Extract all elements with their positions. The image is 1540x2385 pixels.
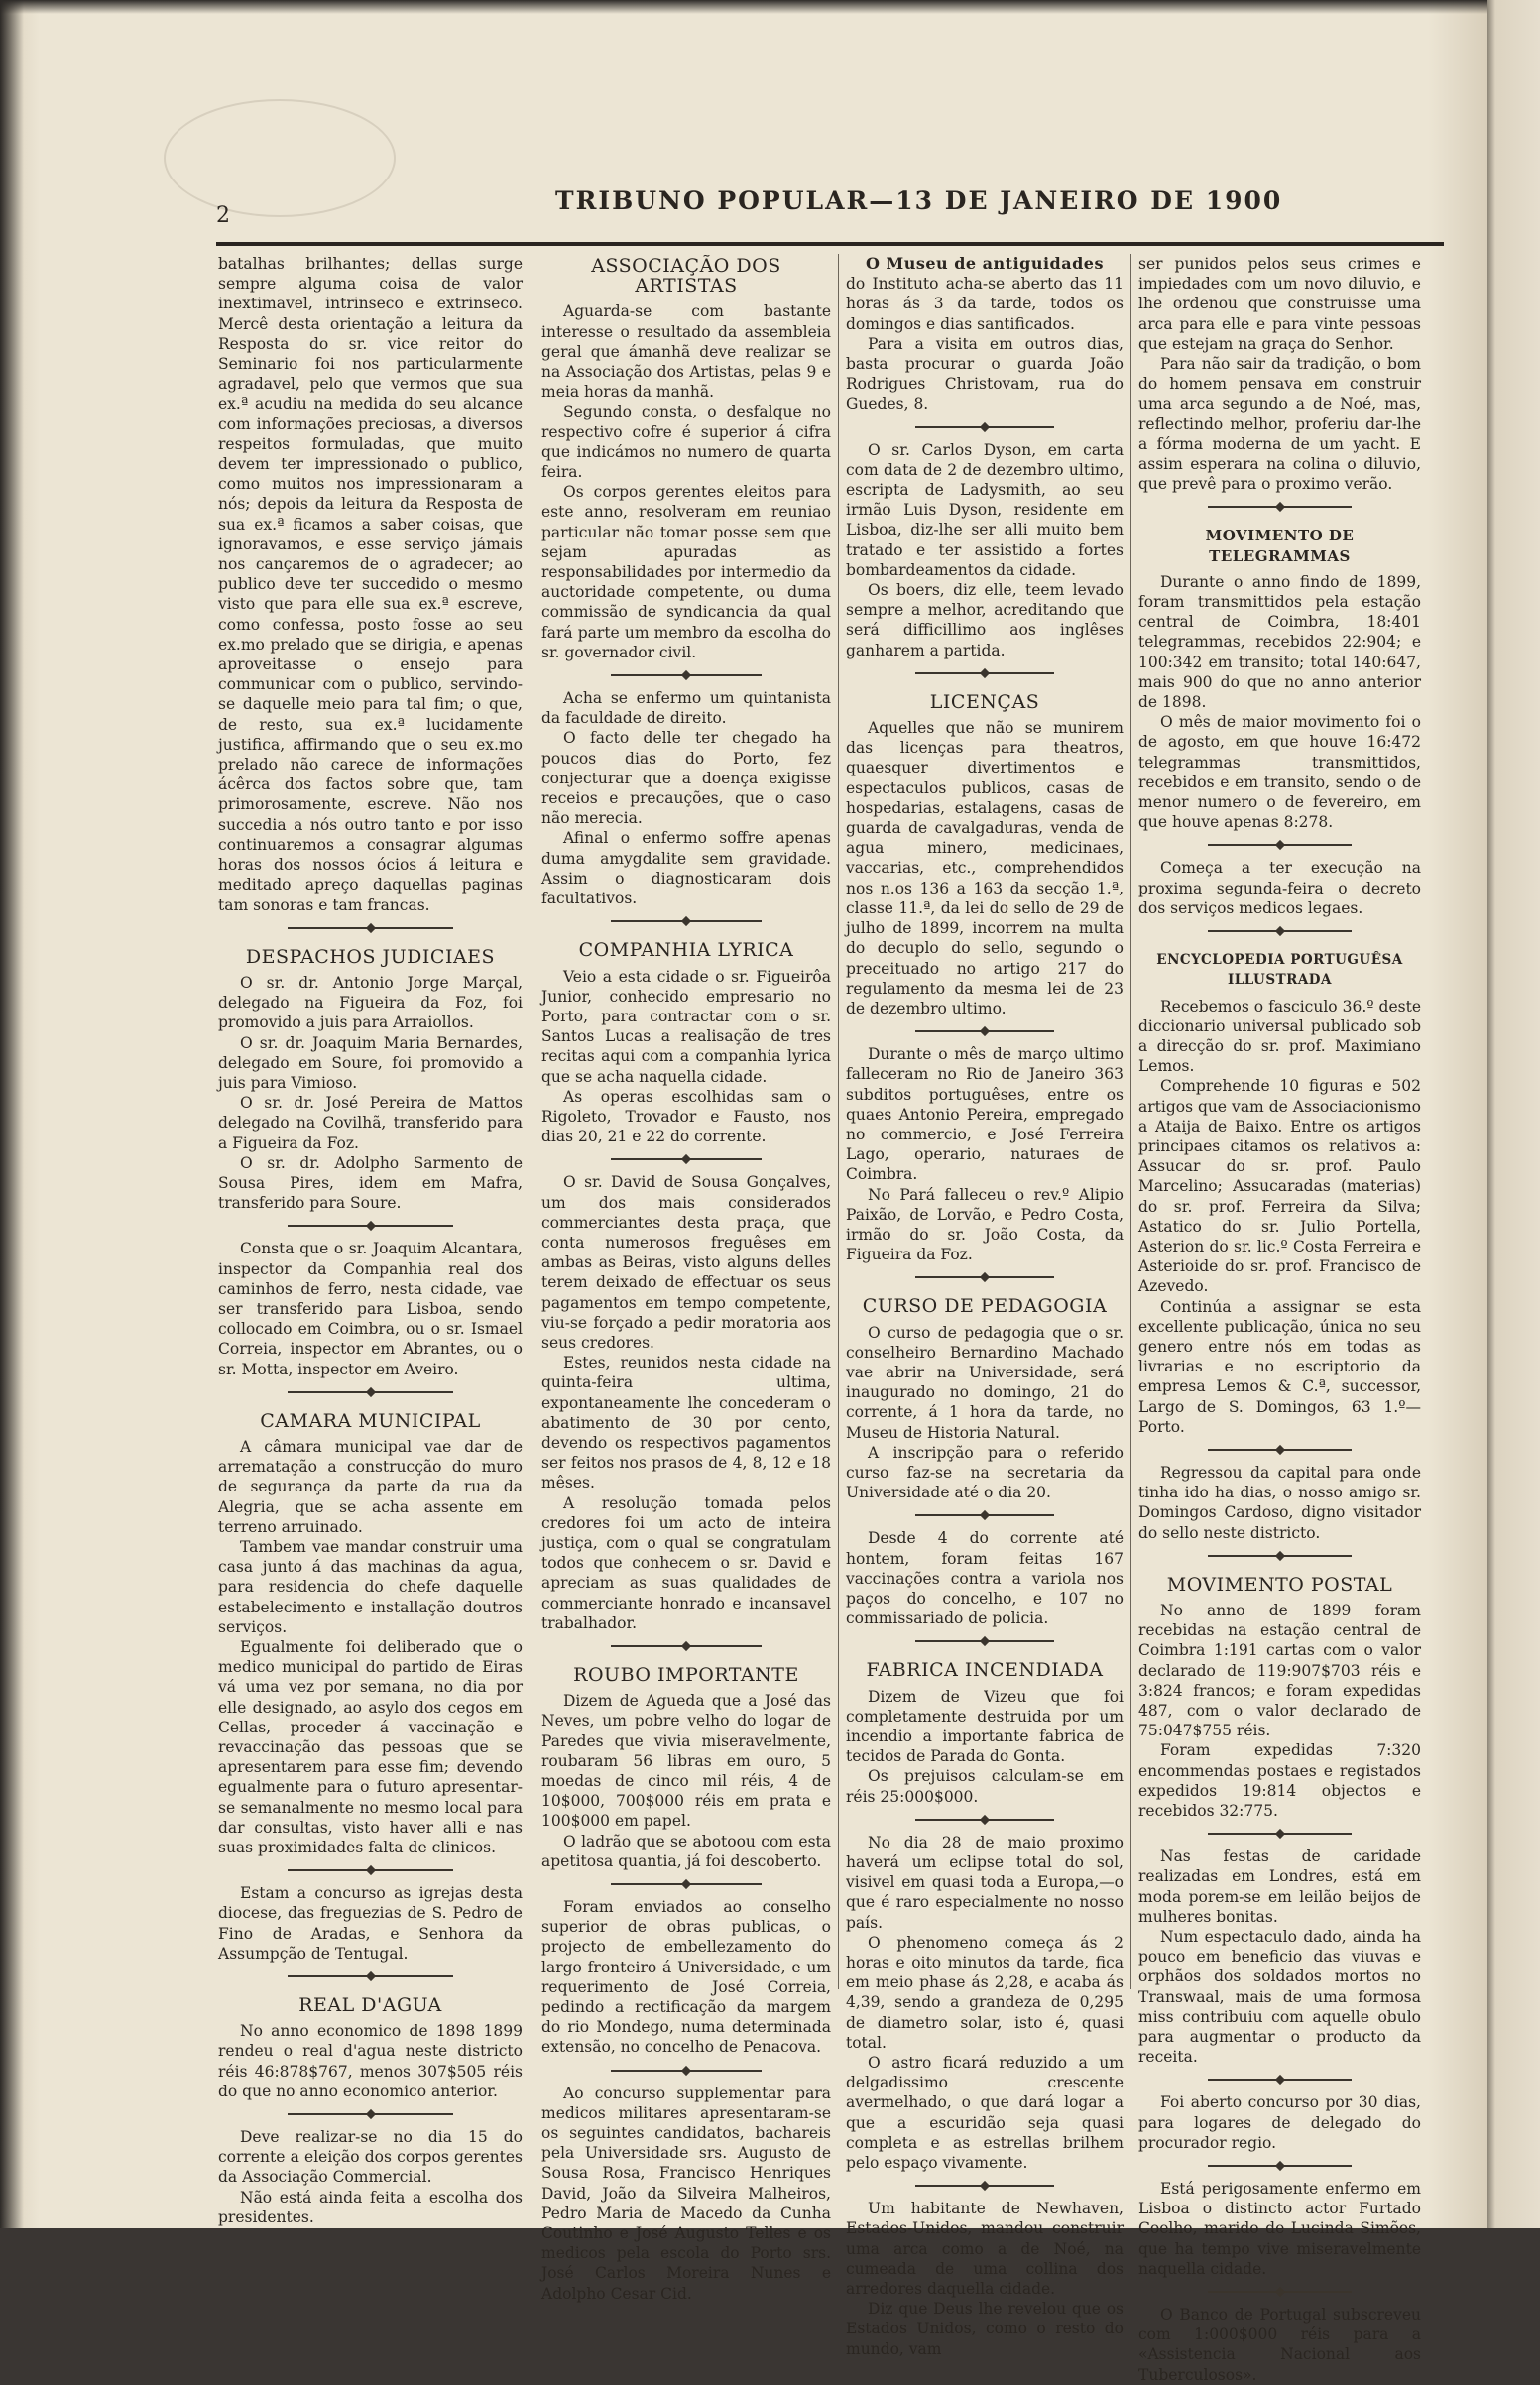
article-paragraph: Continúa a assignar se esta excellente publicação, única no seu genero entre nós em todas as livrarias e no escriptorio da empresa Lemos & C.ª, successor, Largo de S. Domingos, 63 1.º—Porto. bbox=[1138, 1297, 1421, 1436]
article-paragraph: Comprehende 10 figuras e 502 artigos que vam de Associacionismo a Ataija de Baixo. Entre os artigos principaes citamos os relativos a: Assucar do sr. prof. Paulo Marcelino; Assucaradas (materias) do sr. prof. Ferreira da Silva; Astatico do sr. Julio Portella, Asterion do sr. lic.º Costa Ferreira e Asterioide do sr. prof. Francisco de Azevedo. bbox=[1138, 1077, 1421, 1296]
article-paragraph: Tambem vae mandar construir uma casa junto á das machinas da agua, para residencia do chefe daquelle estabelecimento e installação doutros serviços. bbox=[218, 1537, 523, 1636]
article-paragraph: Recebemos o fasciculo 36.º deste diccionario universal publicado sob a direcção do sr. prof. Maximiano Lemos. bbox=[1138, 997, 1421, 1076]
article-paragraph: Os prejuisos calculam-se em réis 25:000$000. bbox=[846, 1767, 1124, 1806]
article-paragraph: O mês de maior movimento foi o de agosto, em que houve 16:472 telegrammas transmittidos, recebidos e em transito, sendo o de menor numero o de fevereiro, em que houve apenas 8:278. bbox=[1138, 713, 1421, 832]
separator bbox=[846, 415, 1124, 440]
article-paragraph: Não está ainda feita a escolha dos presidentes. bbox=[218, 2188, 523, 2226]
article-paragraph: O ladrão que se abotoou com esta apetitosa quantia, já foi descoberto. bbox=[541, 1832, 831, 1870]
article-paragraph: O sr. Carlos Dyson, em carta com data de 2 de dezembro ultimo, escripta de Ladysmith, ao seu irmão Luis Dyson, residente em Lisboa, diz-lhe ser alli muito bem tratado e ter assistido a fortes bombardeamentos da cidade. bbox=[846, 440, 1124, 579]
separator bbox=[1138, 1437, 1421, 1463]
article-paragraph: O facto delle ter chegado ha poucos dias do Porto, fez conjecturar que a doença exigisse receios e precauções, que o caso não merecia. bbox=[541, 729, 831, 828]
header-rule bbox=[216, 242, 1444, 246]
article-paragraph: O sr. David de Sousa Gonçalves, um dos mais considerados commerciantes desta praça, que conta numerosos freguêses em ambas as Beiras, visto alguns delles terem deixado de effectuar os seus pagamentos em tempo competente, viu-se forçado a pedir moratoria aos seus credores. bbox=[541, 1173, 831, 1352]
article-paragraph: Veio a esta cidade o sr. Figueirôa Junior, conhecido empresario no Porto, para contractar com o sr. Santos Lucas a realisação de tres recitas aqui com a companhia lyrica que se acha naquella cidade. bbox=[541, 967, 831, 1086]
article-paragraph: Durante o anno findo de 1899, foram transmittidos pela estação central de Coimbra, 18:401 telegrammas, recebidos 22:904; e 100:342 em transito; total 140:647, mais 900 do que no anno anterior de 1898. bbox=[1138, 572, 1421, 712]
separator bbox=[846, 1807, 1124, 1833]
column-4 bbox=[1138, 254, 1421, 2385]
article-paragraph: Deve realizar-se no dia 15 do corrente a eleição dos corpos gerentes da Associação Commercial. bbox=[218, 2128, 523, 2187]
masthead: TRIBUNO POPULAR—13 DE JANEIRO DE 1900 bbox=[555, 186, 1283, 215]
separator bbox=[218, 1379, 523, 1405]
article-paragraph: batalhas brilhantes; dellas surge sempre alguma coisa de valor inextimavel, intrinseco e extrinseco. Mercê desta orientação a leitura da Resposta do sr. vice reitor do Seminario foi nos particularmente agradavel, pelo que vermos que sua ex.ª acudiu na medida do seu alcance com informações preciosas, a diversos respeitos formuladas, que muito devem ter impressionado o publico, como muitos nos impressionaram a nós; depois da leitura da Resposta de sua ex.ª ficamos a saber coisas, que ignoravamos, e esse serviço jámais nos cançaremos de o agradecer; ao publico deve ter succedido o mesmo visto que para elle sua ex.ª escreve, como confessa, posto fosse ao seu ex.mo prelado que se dirigia, e apenas aproveitasse o ensejo para communicar com o publico, servindo-se daquelle meio para tal fim; o que, de resto, sua ex.ª lucidamente justifica, affirmando que o seu ex.mo prelado não carece de informações ácêrca dos factos sobre que, tam primorosamente, escreve. Não nos succedia a nós outro tanto e por isso continuaremos a consagrar algumas horas dos nossos ócios á leitura e meditado apreço daquellas paginas tam sonoras e tam francas. bbox=[218, 255, 523, 914]
article-paragraph: Segundo consta, o desfalque no respectivo cofre é superior á cifra que indicámos no numero de quarta feira. bbox=[541, 403, 831, 482]
column-3 bbox=[846, 254, 1124, 2359]
separator bbox=[218, 1857, 523, 1883]
column-divider bbox=[838, 254, 839, 1989]
article-paragraph: ser punidos pelos seus crimes e impiedades com um novo diluvio, e lhe ordenou que construisse uma arca para elle e para vinte pessoas que estejam na graça do Senhor. bbox=[1138, 255, 1421, 353]
article-paragraph: O curso de pedagogia que o sr. conselheiro Bernardino Machado vae abrir na Universidade, será inaugurado no domingo, 21 do corrente, á 1 hora da tarde, no Museu de Historia Natural. bbox=[846, 1323, 1124, 1442]
article-paragraph: No anno economico de 1898 1899 rendeu o real d'agua neste districto réis 46:878$767, menos 307$505 réis do que no anno economico anterior. bbox=[218, 2022, 523, 2100]
separator bbox=[1138, 2279, 1421, 2305]
article-paragraph: Foi aberto concurso por 30 dias, para logares de delegado do procurador regio. bbox=[1138, 2093, 1421, 2152]
article-paragraph: Foram expedidas 7:320 encommendas postaes e registados expedidos 19:814 objectos e recebidos 32:775. bbox=[1138, 1741, 1421, 1821]
article-paragraph: Consta que o sr. Joaquim Alcantara, inspector da Companhia real dos caminhos de ferro, nesta cidade, vae ser transferido para Lisboa, sendo collocado em Coimbra, ou o sr. Ismael Correia, inspector em Abrantes, ou o sr. Motta, inspector em Aveiro. bbox=[218, 1240, 523, 1378]
article-paragraph: Para não sair da tradição, o bom do homem pensava em construir uma arca segundo a de Noé, mas, reflectindo melhor, proferiu dar-lhe a fórma moderna de um yacht. E assim esperara na colina o diluvio, que prevê para o proximo verão. bbox=[1138, 355, 1421, 494]
article-paragraph: Ao concurso supplementar para medicos militares apresentaram-se os seguintes candidatos, bachareis pela Universidade srs. Augusto de Sousa Rosa, Francisco Henriques David, João da Silveira Malheiros, Pedro Maria de Macedo da Cunha Coutinho e José Augusto Telles e os medicos pela escola do Porto srs. José Carlos Moreira Nunes e Adolpho Cesar Cid. bbox=[541, 2084, 831, 2303]
article-paragraph: Estam a concurso as igrejas desta diocese, das freguezias de S. Pedro de Fino de Aradas, e Senhora da Assumpção de Tentugal. bbox=[218, 1884, 523, 1963]
article-paragraph: O sr. dr. Joaquim Maria Bernardes, delegado em Soure, foi promovido a juis para Vimioso. bbox=[218, 1033, 523, 1092]
article-paragraph: A inscripção para o referido curso faz-se na secretaria da Universidade até o dia 20. bbox=[846, 1443, 1124, 1502]
separator bbox=[846, 1502, 1124, 1528]
separator bbox=[846, 2173, 1124, 2199]
separator bbox=[541, 908, 831, 934]
column-1 bbox=[218, 254, 523, 2227]
section-heading: ROUBO IMPORTANTE bbox=[573, 1664, 799, 1686]
top-shadow bbox=[0, 0, 1487, 14]
section-heading: CAMARA MUNICIPAL bbox=[260, 1409, 481, 1432]
binding-fold bbox=[0, 0, 24, 2228]
separator bbox=[846, 660, 1124, 686]
separator bbox=[1138, 2067, 1421, 2092]
separator bbox=[541, 662, 831, 688]
article-paragraph: O sr. dr. Adolpho Sarmento de Sousa Pires, idem em Mafra, transferido para Soure. bbox=[218, 1153, 523, 1213]
article-paragraph: do Instituto acha-se aberto das 11 horas ás 3 da tarde, todos os domingos e dias santificados. bbox=[846, 275, 1124, 333]
section-heading: MOVIMENTO DE TELEGRAMMAS bbox=[1205, 527, 1355, 565]
article-paragraph: Dizem de Vizeu que foi completamente destruida por um incendio a importante fabrica de tecidos de Parada do Gonta. bbox=[846, 1687, 1124, 1766]
separator bbox=[1138, 1543, 1421, 1569]
article-paragraph: Desde 4 do corrente até hontem, foram feitas 167 vaccinações contra a variola nos paços do concelho, e 107 no commissariado de policia. bbox=[846, 1529, 1124, 1628]
separator bbox=[846, 1264, 1124, 1290]
article-paragraph: No dia 28 de maio proximo haverá um eclipse total do sol, visivel em quasi toda a Europa,—o que é raro especialmente no nosso país. bbox=[846, 1833, 1124, 1932]
article-paragraph: Durante o mês de março ultimo falleceram no Rio de Janeiro 363 subditos portuguêses, entre os quaes Antonio Pereira, empregado no commercio, e José Ferreira Lago, operario, naturaes de Coimbra. bbox=[846, 1045, 1124, 1184]
separator bbox=[846, 1628, 1124, 1654]
section-heading: REAL D'AGUA bbox=[298, 1994, 442, 2017]
article-paragraph: Aquelles que não se munirem das licenças para theatros, quaesquer divertimentos e espectaculos publicos, casas de hospedarias, estalagens, casas de guarda de cavalgaduras, venda de agua minero, medicinaes, vaccarias, etc., comprehendidos nos n.os 136 a 163 da secção 1.ª, classe 11.ª, da lei do sello de 29 de julho de 1899, incorrem na multa do decuplo do sello, segundo o preceituado no artigo 217 do regulamento da mesma lei de 23 de dezembro ultimo. bbox=[846, 719, 1124, 1017]
article-paragraph: Egualmente foi deliberado que o medico municipal do partido de Eiras vá uma vez por semana, no dia por elle designado, ao asylo dos cegos em Cellas, proceder á vaccinação e revaccinação das pessoas que se apresentarem para esse fim; devendo egualmente para o futuro apresentar-se semanalmente no mesmo local para dar consultas, visto haver alli e nas suas proximidades falta de clinicos. bbox=[218, 1638, 523, 1857]
separator bbox=[846, 1018, 1124, 1044]
article-paragraph: A câmara municipal vae dar de arrematação a construcção do muro de segurança da parte da rua da Alegria, que se acha assente em terreno arruinado. bbox=[218, 1437, 523, 1536]
article-paragraph: Um habitante de Newhaven, Estados-Unidos, mandou construir uma arca como a de Noé, na cumeada de uma collina dos arredores daquella cidade. bbox=[846, 2200, 1124, 2299]
article-paragraph: Regressou da capital para onde tinha ido ha dias, o nosso amigo sr. Domingos Cardoso, digno visitador do sello neste districto. bbox=[1138, 1463, 1421, 1542]
article-paragraph: Diz que Deus lhe revelou que os Estados Unidos, como o resto do mundo, vam bbox=[846, 2300, 1124, 2358]
separator bbox=[218, 915, 523, 941]
separator bbox=[218, 2101, 523, 2127]
section-heading: LICENÇAS bbox=[929, 690, 1040, 713]
article-paragraph: Para a visita em outros dias, basta procurar o guarda João Rodrigues Christovam, rua do Guedes, 8. bbox=[846, 334, 1124, 414]
article-paragraph: Os corpos gerentes eleitos para este anno, resolveram em reuniao particular não tomar posse sem que sejam apuradas as responsabilidades por intermedio da auctoridade competente, ou duma commissão de syndicancia da qual fará parte um membro da escolha do sr. governador civil. bbox=[541, 483, 831, 661]
article-paragraph: Aguarda-se com bastante interesse o resultado da assembleia geral que ámanhã deve realizar se na Associação dos Artistas, pelas 9 e meia horas da manhã. bbox=[541, 302, 831, 402]
faded-stamp bbox=[164, 99, 396, 217]
article-paragraph: Num espectaculo dado, ainda ha pouco em beneficio das viuvas e orphãos dos soldados mortos no Transwaal, mais de uma formosa miss contribuiu com aquelle obulo para augmentar o producto da receita. bbox=[1138, 1928, 1421, 2067]
article-paragraph: As operas escolhidas sam o Rigoleto, Trovador e Fausto, nos dias 20, 21 e 22 do corrente. bbox=[541, 1087, 831, 1146]
article-paragraph: A resolução tomada pelos credores foi um acto de inteira justiça, com o qual se congratulam todos que conhecem o sr. David e apreciam as suas qualidades de commerciante honrado e incansavel trabalhador. bbox=[541, 1493, 831, 1632]
section-heading: CURSO DE PEDAGOGIA bbox=[862, 1295, 1108, 1318]
adjacent-page-edge bbox=[1487, 0, 1540, 2228]
separator bbox=[1138, 2153, 1421, 2179]
section-heading: DESPACHOS JUDICIAES bbox=[245, 945, 496, 968]
separator bbox=[541, 1871, 831, 1897]
separator bbox=[1138, 1821, 1421, 1847]
section-heading: O Museu de antiguidades bbox=[866, 254, 1104, 273]
page-number: 2 bbox=[216, 203, 230, 228]
separator bbox=[1138, 918, 1421, 944]
article-paragraph: O Banco de Portugal subscreveu com 1:000$000 réis para a «Assistencia Nacional aos Tuberculosos». bbox=[1138, 2306, 1421, 2384]
article-paragraph: Começa a ter execução na proxima segunda-feira o decreto dos serviços medicos legaes. bbox=[1138, 859, 1421, 917]
article-paragraph: Os boers, diz elle, teem levado sempre a melhor, acreditando que será difficillimo aos inglêses ganharem a partida. bbox=[846, 581, 1124, 659]
separator bbox=[541, 1633, 831, 1659]
separator bbox=[1138, 494, 1421, 520]
article-paragraph: O sr. dr. Antonio Jorge Marçal, delegado na Figueira da Foz, foi promovido a juis para Arraiollos. bbox=[218, 973, 523, 1032]
separator bbox=[218, 1964, 523, 1989]
column-divider bbox=[1130, 254, 1131, 1989]
separator bbox=[541, 1146, 831, 1172]
separator bbox=[541, 2058, 831, 2084]
article-paragraph: Afinal o enfermo soffre apenas duma amygdalite sem gravidade. Assim o diagnosticaram dois facultativos. bbox=[541, 829, 831, 908]
section-heading: COMPANHIA LYRICA bbox=[578, 939, 794, 962]
article-paragraph: Estes, reunidos nesta cidade na quinta-feira ultima, expontaneamente lhe concederam o abatimento de 30 por cento, devendo os respectivos pagamentos ser feitos nos prasos de 4, 8, 12 e 18 mêses. bbox=[541, 1354, 831, 1492]
article-paragraph: Acha se enfermo um quintanista da faculdade de direito. bbox=[541, 689, 831, 728]
section-heading: MOVIMENTO POSTAL bbox=[1166, 1573, 1393, 1596]
article-paragraph: No Pará falleceu o rev.º Alipio Paixão, de Lorvão, e Pedro Costa, irmão do sr. João Costa, da Figueira da Foz. bbox=[846, 1185, 1124, 1264]
article-paragraph: O phenomeno começa ás 2 horas e oito minutos da tarde, fica em meio phase ás 2,28, e acaba ás 4,39, sendo a grandeza de 0,295 de diametro solar, isto é, quasi total. bbox=[846, 1933, 1124, 2052]
separator bbox=[218, 1213, 523, 1239]
section-heading: ENCYCLOPEDIA PORTUGUÊSA ILLUSTRADA bbox=[1156, 952, 1403, 989]
article-paragraph: No anno de 1899 foram recebidas na estação central de Coimbra 1:191 cartas com o valor declarado de 119:907$703 réis e 3:824 francos; e foram expedidas 487, com o valor declarado de 75:047$755 réis. bbox=[1138, 1601, 1421, 1740]
article-paragraph: Nas festas de caridade realizadas em Londres, está em moda porem-se em leilão beijos de mulheres bonitas. bbox=[1138, 1848, 1421, 1926]
section-heading: ASSOCIAÇÃO DOS ARTISTAS bbox=[591, 255, 781, 298]
article-paragraph: Dizem de Agueda que a José das Neves, um pobre velho do logar de Paredes que vivia miseravelmente, roubaram 56 libras em ouro, 5 moedas de cinco mil réis, 4 de 10$000, 700$000 réis em prata e 100$000 em papel. bbox=[541, 1692, 831, 1831]
article-paragraph: Foram enviados ao conselho superior de obras publicas, o projecto de embellezamento do largo fronteiro á Universidade, e um requerimento de José Correia, pedindo a rectificação da margem do rio Mondego, numa determinada extensão, no concelho de Penacova. bbox=[541, 1898, 831, 2057]
article-paragraph: O sr. dr. José Pereira de Mattos delegado na Covilhã, transferido para a Figueira da Foz. bbox=[218, 1094, 523, 1152]
section-heading: FABRICA INCENDIADA bbox=[866, 1659, 1104, 1682]
article-paragraph: O astro ficará reduzido a um delgadissimo crescente avermelhado, o que dará logar a que a escuridão seja quasi completa e as estrellas brilhem pelo espaço vivamente. bbox=[846, 2054, 1124, 2173]
column-2 bbox=[541, 254, 831, 2304]
separator bbox=[1138, 832, 1421, 858]
article-paragraph: Está perigosamente enfermo em Lisboa o distincto actor Furtado Coelho, marido de Lucinda Simões, que ha tempo vive miseravelmente naquella cidade. bbox=[1138, 2180, 1421, 2278]
